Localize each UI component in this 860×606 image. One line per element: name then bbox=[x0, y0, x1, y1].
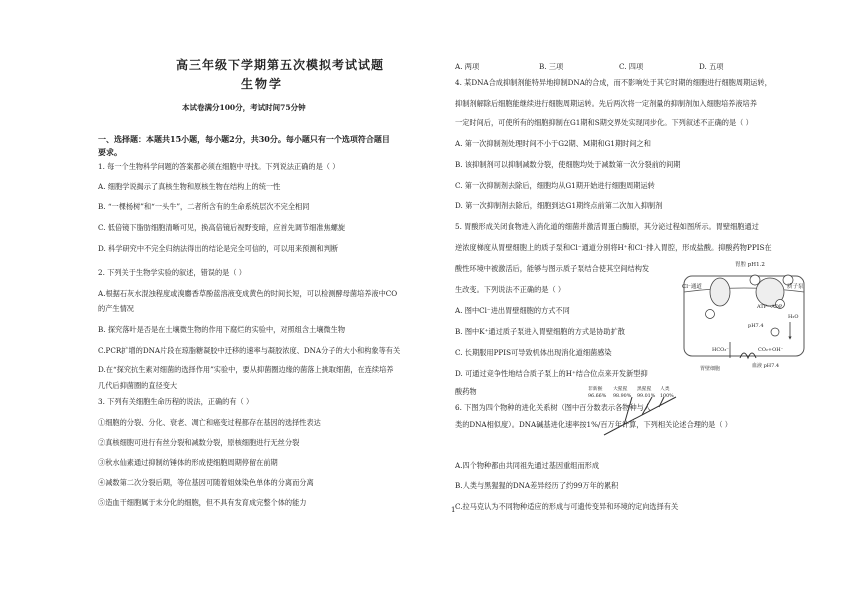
left-text-line: 3. 下列有关细胞生命历程的说法，正确的有（ ） bbox=[98, 397, 254, 406]
tree-species-label: 黑猩猩 bbox=[637, 387, 652, 392]
figure-label-cl-channel: Cl⁻通道 bbox=[682, 284, 702, 290]
left-text-line: ②真核细胞可进行有丝分裂和减数分裂，原核细胞进行无丝分裂 bbox=[98, 438, 300, 447]
q6-line: B.人类与黑猩猩的DNA差异经历了约99万年的累积 bbox=[455, 481, 619, 490]
q5-line: C. 长期服用PPIS可导致机体出现消化道细菌感染 bbox=[455, 348, 612, 357]
tree-percent-label: 99.01% bbox=[637, 394, 656, 399]
q3-option: A. 两项 bbox=[455, 62, 480, 71]
tree-percent-label: 98.90% bbox=[613, 394, 632, 399]
q5-line: 5. 胃酸形成关闭食物进入消化道的细菌并激活胃蛋白酶原，其分泌过程如图所示。胃壁细胞通过 bbox=[455, 222, 759, 231]
left-text-line: 2. 下列关于生物学实验的叙述，错误的是（ ） bbox=[98, 268, 246, 277]
q4-line: 抑制剂解除后细胞能继续进行细胞周期运转。先后两次将一定剂量的抑制剂加入细胞培养液培养 bbox=[455, 99, 757, 108]
q5-line: 生改变。下列说法不正确的是（ ） bbox=[455, 285, 566, 294]
q5-line: 酸药物 bbox=[455, 387, 477, 396]
figure-label-cell: 胃壁细胞 bbox=[700, 366, 721, 372]
left-text-line: A.根据石灰水混浊程度或溴麝香草酚蓝溶液变成黄色的时间长短，可以检测酵母菌培养液中CO bbox=[98, 289, 398, 298]
q3-option: B. 三项 bbox=[539, 62, 564, 71]
left-text-line: D.在“探究抗生素对细菌的选择作用”实验中，要从抑菌圈边缘的菌落上挑取细菌，在连续培养 bbox=[98, 365, 394, 374]
figure-label-atp: ATP→ADP bbox=[757, 304, 783, 310]
q4-line: D. 第一次抑制剂去除后，细胞到达G1期终点前第二次加入抑制剂 bbox=[455, 201, 663, 210]
q5-line: B. 图中K⁺通过质子泵进入胃壁细胞的方式是协助扩散 bbox=[455, 327, 625, 336]
q4-line: A. 第一次抑制剂处理时间不小于G2期、M期和G1期时间之和 bbox=[455, 139, 651, 148]
left-text-line: 1. 每一个生物科学问题的答案都必须在细胞中寻找。下列说法正确的是（ ） bbox=[98, 162, 340, 171]
figure-label-ph: pH7.4 bbox=[748, 323, 764, 329]
left-text-line: 的产生情况 bbox=[98, 304, 134, 313]
left-text-line: ①细胞的分裂、分化、衰老、凋亡和癌变过程都存在基因的选择性表达 bbox=[98, 418, 321, 427]
left-text-line: ⑤造血干细胞属于未分化的细胞，但不具有发育成完整个体的能力 bbox=[98, 498, 307, 507]
tree-percent-label: 100% bbox=[660, 394, 674, 399]
figure-label-lumen: 胃腔 pH1.2 bbox=[735, 262, 765, 268]
q3-option: D. 五项 bbox=[699, 62, 724, 71]
left-text-line: ③秋水仙素通过抑制纺锤体的形成使细胞周期停留在前期 bbox=[98, 458, 278, 467]
left-text-line: C. 低倍镜下脂肪细胞清晰可见，换高倍镜后视野变暗，应首先调节细准焦螺旋 bbox=[98, 223, 346, 232]
subject-title: 生物学 bbox=[241, 77, 284, 91]
q6-line: A.四个物种都由共同祖先通过基因重组而形成 bbox=[455, 461, 600, 470]
exam-title: 高三年级下学期第五次模拟考试试题 bbox=[176, 58, 385, 72]
tree-species-label: 大猩猩 bbox=[613, 387, 628, 392]
tree-species-label: 非新猴 bbox=[588, 387, 603, 392]
tree-percent-label: 96.66% bbox=[588, 394, 607, 399]
left-text-line: C.PCR扩增的DNA片段在琼脂糖凝胶中迁移的速率与凝胶浓度、DNA分子的大小和构象等有关 bbox=[98, 346, 401, 355]
figure-label-proton-pump: 质子泵 bbox=[787, 284, 804, 290]
page-number: 1 bbox=[451, 506, 456, 514]
exam-meta: 本试卷满分100分，考试时间75分钟 bbox=[182, 103, 306, 112]
q5-line: A. 图中Cl⁻进出胃壁细胞的方式不同 bbox=[455, 306, 570, 315]
left-text-line: B. “一棵杨树”和“一头牛”，二者所含有的生命系统层次不完全相同 bbox=[98, 202, 310, 211]
figure-label-blood: 血液 pH7.4 bbox=[752, 363, 780, 369]
tree-species-label: 人类 bbox=[660, 387, 670, 392]
left-text-line: B. 探究落叶是否是在土壤微生物的作用下腐烂的实验中，对照组含土壤微生物 bbox=[98, 325, 346, 334]
q6-line: C.拉马克认为不同物种适应的形成与可遗传变异和环境的定向选择有关 bbox=[455, 502, 679, 511]
q4-line: 4. 某DNA合成抑制剂能特异地抑制DNA的合成，而不影响处于其它时期的细胞进行细胞周期运转， bbox=[455, 78, 772, 87]
q5-line: 逆浓度梯度从胃壁细胞上的质子泵和Cl⁻通道分别将H⁺和Cl⁻排入胃腔，形成盐酸。抑酸药物PPIS在 bbox=[455, 243, 772, 252]
q5-line: D. 可通过竞争性地结合质子泵上的H⁺结合位点来开发新型抑 bbox=[455, 369, 648, 378]
q5-line: 酸性环境中被激活后，能够与图示质子泵结合使其空间结构发 bbox=[455, 264, 650, 273]
q4-line: 一定时间后，可使所有的细胞抑制在G1期和S期交界处实现同步化。下列叙述不正确的是（ ） bbox=[455, 118, 753, 127]
section-heading: 一、选择题：本题共15小题，每小题2分，共30分。每小题只有一个选项符合题目 bbox=[98, 134, 390, 144]
figure-label-hco3: HCO₃⁻ bbox=[712, 347, 729, 353]
left-text-line: A. 细胞学说揭示了真核生物和原核生物在结构上的统一性 bbox=[98, 182, 281, 191]
figure-label-co2: CO₂+OH⁻ bbox=[758, 347, 784, 353]
q3-option: C. 四项 bbox=[619, 62, 644, 71]
left-text-line: D. 科学研究中不完全归纳法得出的结论是完全可信的，可以用来预测和判断 bbox=[98, 244, 339, 253]
left-text-line: 几代后抑菌圈的直径变大 bbox=[98, 381, 178, 390]
figure-label-h2o: H₂O bbox=[788, 314, 799, 320]
q6-line: 6. 下图为四个物种的进化关系树（图中百分数表示各物种与人 bbox=[455, 403, 652, 412]
q4-line: C. 第一次抑制剂去除后，细胞均从G1期开始进行细胞周期运转 bbox=[455, 181, 655, 190]
section-heading-2: 要求。 bbox=[98, 147, 122, 157]
left-text-line: ④减数第二次分裂后期，等位基因可随着姐妹染色单体的分离而分离 bbox=[98, 478, 314, 487]
q6-line: 类的DNA相似度）。DNA碱基进化速率按1%/百万年计算，下列相关论述合理的是（ ） bbox=[455, 420, 732, 429]
q4-line: B. 该抑制剂可以抑制减数分裂，使细胞均处于减数第一次分裂前的间期 bbox=[455, 160, 681, 169]
